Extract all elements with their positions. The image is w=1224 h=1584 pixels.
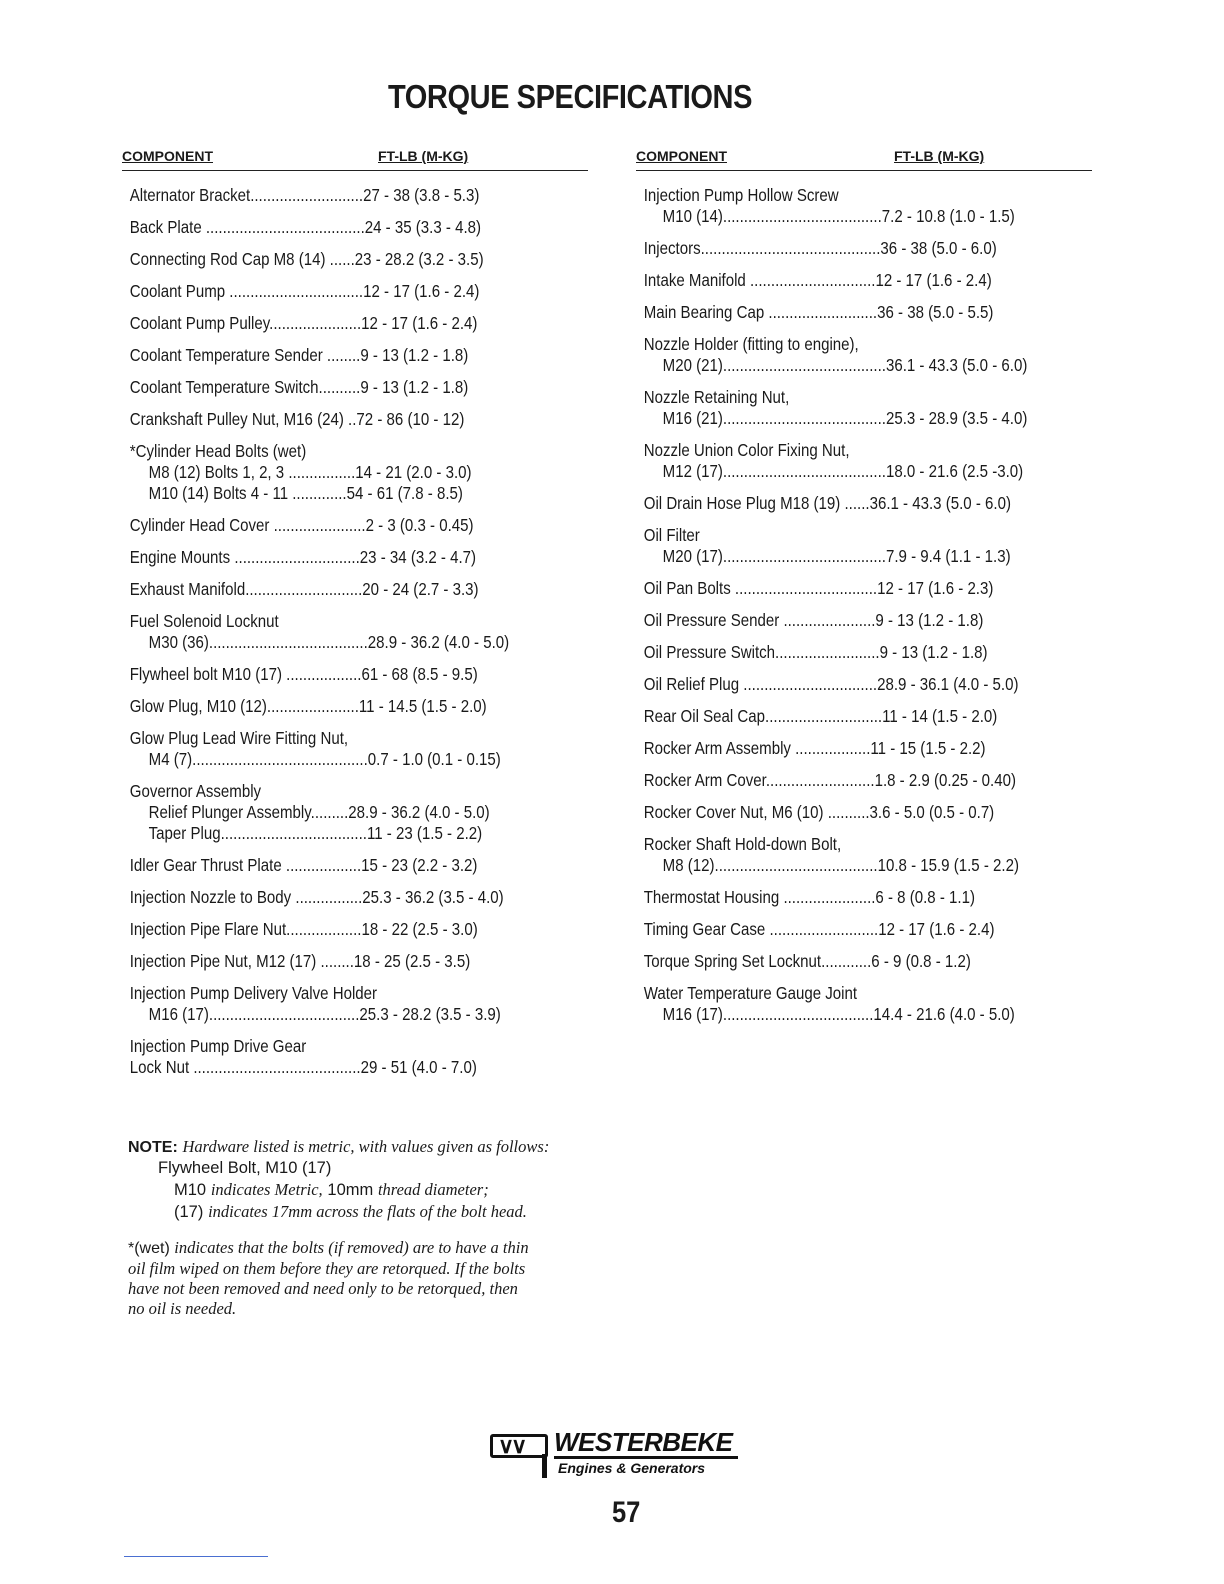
wet-note-line-1: *(wet) indicates that the bolts (if removed) are to have a thin: [128, 1238, 529, 1257]
note-label: NOTE:: [128, 1139, 178, 1156]
torque-value: 9 - 13 (1.2 - 1.8): [360, 345, 469, 365]
spec-line: [644, 355, 1108, 376]
torque-value: 28.9 - 36.2 (4.0 - 5.0): [348, 802, 490, 822]
torque-value: 12 - 17 (1.6 - 2.4): [875, 270, 992, 290]
spec-row: [636, 887, 1108, 908]
component-name: M4 (7): [148, 749, 193, 769]
spec-line: [130, 281, 594, 302]
leader-dots: ..................: [281, 664, 362, 684]
torque-value: 18 - 25 (2.5 - 3.5): [353, 951, 471, 971]
spec-row: [122, 185, 594, 206]
spec-line: [644, 983, 1108, 1004]
component-name: Water Temperature Gauge Joint: [643, 983, 858, 1003]
component-name: Exhaust Manifold: [129, 579, 246, 599]
torque-value: 54 - 61 (7.8 - 8.5): [346, 483, 463, 503]
leader-dots: ..........: [318, 377, 361, 397]
component-header: COMPONENT: [636, 148, 727, 164]
spec-row: [636, 983, 1108, 1025]
leader-dots: ............................: [765, 706, 883, 726]
component-name: Crankshaft Pulley Nut, M16 (24): [129, 409, 344, 429]
spec-line: [644, 919, 1108, 940]
page-number: 57: [612, 1496, 641, 1529]
torque-value: 12 - 17 (1.6 - 2.4): [361, 313, 478, 333]
wet-bolts-note: [128, 1238, 598, 1319]
leader-dots: ......: [325, 249, 355, 269]
torque-value: 14 - 21 (2.0 - 3.0): [355, 462, 472, 482]
spec-line: [130, 951, 594, 972]
leader-dots: ................: [291, 887, 363, 907]
spec-row: [122, 781, 594, 844]
leader-dots: ..........................: [765, 919, 879, 939]
torque-value: 6 - 8 (0.8 - 1.1): [875, 887, 975, 907]
component-name: Main Bearing Cap: [643, 302, 765, 322]
component-name: Injection Pipe Flare Nut: [129, 919, 287, 939]
component-name: Coolant Pump Pulley: [129, 313, 270, 333]
spec-row: [122, 611, 594, 653]
spec-row: [636, 270, 1108, 291]
leader-dots: ........................................: [189, 1057, 361, 1077]
leader-dots: ..................: [286, 919, 362, 939]
leader-dots: ..............................: [745, 270, 876, 290]
leader-dots: ......................................: [722, 206, 882, 226]
component-name: Injection Pump Hollow Screw: [643, 185, 839, 205]
spec-line: [130, 313, 594, 334]
component-name: Alternator Bracket: [129, 185, 251, 205]
component-name: Nozzle Union Color Fixing Nut,: [643, 440, 850, 460]
spec-line: [130, 749, 594, 770]
spec-row: [122, 664, 594, 685]
leader-dots: .......................................: [722, 546, 886, 566]
spec-row: [122, 1036, 594, 1078]
spec-line: [644, 834, 1108, 855]
torque-value: 12 - 17 (1.6 - 2.4): [878, 919, 995, 939]
spec-line: [130, 887, 594, 908]
spec-line: [130, 345, 594, 366]
spec-line: [130, 185, 594, 206]
torque-value: 2 - 3 (0.3 - 0.45): [365, 515, 474, 535]
spec-line: [130, 579, 594, 600]
leader-dots: ..........................................: [192, 749, 368, 769]
torque-value: 11 - 23 (1.5 - 2.2): [366, 823, 483, 843]
note-intro: Hardware listed is metric, with values given as follows:: [182, 1137, 550, 1156]
component-name: Rear Oil Seal Cap: [643, 706, 766, 726]
spec-line: [644, 887, 1108, 908]
spec-line: [644, 334, 1108, 355]
torque-value: 36 - 38 (5.0 - 5.5): [877, 302, 994, 322]
right-spec-rows: [636, 185, 1092, 1025]
spec-row: [122, 855, 594, 876]
torque-value: 29 - 51 (4.0 - 7.0): [360, 1057, 477, 1077]
spec-line: [644, 493, 1108, 514]
torque-value: 23 - 28.2 (3.2 - 3.5): [354, 249, 484, 269]
left-column-header: [122, 148, 588, 171]
torque-value: 23 - 34 (3.2 - 4.7): [359, 547, 477, 567]
spec-row: [122, 515, 594, 536]
spec-row: [122, 728, 594, 770]
leader-dots: ......................................: [208, 632, 368, 652]
spec-line: [644, 440, 1108, 461]
component-name: Oil Pan Bolts: [643, 578, 731, 598]
torque-value: 18 - 22 (2.5 - 3.0): [361, 919, 478, 939]
component-name: M30 (36): [148, 632, 209, 652]
leader-dots: ...........................: [250, 185, 364, 205]
component-name: Relief Plunger Assembly: [148, 802, 311, 822]
spec-row: [122, 377, 594, 398]
spec-line: [644, 546, 1108, 567]
spec-line: [130, 217, 594, 238]
torque-value: 9 - 13 (1.2 - 1.8): [879, 642, 988, 662]
logo-brand: WESTERBEKE: [554, 1428, 738, 1459]
spec-row: [122, 547, 594, 568]
leader-dots: ..................: [790, 738, 871, 758]
torque-value: 7.9 - 9.4 (1.1 - 1.3): [885, 546, 1011, 566]
unit-header: FT-LB (M-KG): [894, 148, 985, 164]
spec-line: [644, 951, 1108, 972]
component-name: Injectors: [643, 238, 701, 258]
spec-row: [122, 579, 594, 600]
spec-line: [130, 696, 594, 717]
spec-line: [130, 1004, 594, 1025]
right-column-header: [636, 148, 1092, 171]
component-name: M12 (17): [662, 461, 723, 481]
spec-line: [130, 611, 594, 632]
spec-line: [644, 206, 1108, 227]
torque-value: 0.7 - 1.0 (0.1 - 0.15): [367, 749, 501, 769]
component-name: M16 (21): [662, 408, 723, 428]
spec-line: [130, 462, 594, 483]
leader-dots: .........: [310, 802, 349, 822]
spec-line: [130, 823, 594, 844]
component-name: Injection Pump Drive Gear: [129, 1036, 307, 1056]
spec-row: [636, 493, 1108, 514]
right-spec-column: [636, 148, 1092, 1036]
component-name: Coolant Temperature Switch: [129, 377, 319, 397]
logo-w-mark-icon: ∨∨: [498, 1433, 525, 1458]
left-spec-column: [122, 148, 588, 1089]
component-name: Governor Assembly: [129, 781, 262, 801]
spec-line: [644, 302, 1108, 323]
spec-line: [130, 802, 594, 823]
component-name: M10 (14): [662, 206, 723, 226]
spec-row: [122, 249, 594, 270]
torque-value: 18.0 - 21.6 (2.5 -3.0): [885, 461, 1024, 481]
component-header: COMPONENT: [122, 148, 213, 164]
component-name: Cylinder Head Cover: [129, 515, 270, 535]
component-name: Oil Drain Hose Plug M18 (19): [643, 493, 841, 513]
torque-value: 61 - 68 (8.5 - 9.5): [361, 664, 478, 684]
spec-line: [644, 610, 1108, 631]
torque-value: 36.1 - 43.3 (5.0 - 6.0): [885, 355, 1028, 375]
note-example: Flywheel Bolt, M10 (17): [158, 1159, 332, 1177]
metric-note: [128, 1136, 608, 1223]
spec-line: [130, 515, 594, 536]
component-name: Oil Filter: [643, 525, 700, 545]
wet-note-line-3: have not been removed and need only to be retorqued, then: [128, 1279, 518, 1298]
westerbeke-logo: [490, 1426, 760, 1482]
spec-line: [644, 387, 1108, 408]
torque-value: 36 - 38 (5.0 - 6.0): [880, 238, 997, 258]
component-name: Intake Manifold: [643, 270, 746, 290]
spec-line: [644, 461, 1108, 482]
component-name: Rocker Shaft Hold-down Bolt,: [643, 834, 842, 854]
leader-dots: ............................: [245, 579, 363, 599]
leader-dots: ........: [322, 345, 361, 365]
component-name: Nozzle Retaining Nut,: [643, 387, 790, 407]
spec-line: [130, 377, 594, 398]
spec-line: [130, 919, 594, 940]
note-line-2: (17) indicates 17mm across the flats of the bolt head.: [174, 1202, 527, 1221]
logo-tagline: Engines & Generators: [558, 1460, 706, 1476]
spec-line: [130, 728, 594, 749]
leader-dots: ..........................: [765, 770, 875, 790]
spec-line: [644, 238, 1108, 259]
torque-value: 25.3 - 28.9 (3.5 - 4.0): [885, 408, 1028, 428]
leader-dots: ......: [840, 493, 870, 513]
torque-value: 20 - 24 (2.7 - 3.3): [362, 579, 479, 599]
component-name: Rocker Cover Nut, M6 (10): [643, 802, 824, 822]
leader-dots: ......................: [266, 696, 359, 716]
wet-note-line-2: oil film wiped on them before they are retorqued. If the bolts: [128, 1259, 526, 1278]
spec-line: [130, 632, 594, 653]
component-name: Engine Mounts: [129, 547, 231, 567]
leader-dots: ..................: [281, 855, 362, 875]
spec-row: [636, 674, 1108, 695]
spec-row: [122, 217, 594, 238]
spec-line: [644, 802, 1108, 823]
spec-row: [122, 281, 594, 302]
leader-dots: ............: [821, 951, 872, 971]
component-name: Injection Pump Delivery Valve Holder: [129, 983, 378, 1003]
component-name: M8 (12) Bolts 1, 2, 3: [148, 462, 285, 482]
torque-value: 72 - 86 (10 - 12): [356, 409, 465, 429]
spec-line: [130, 483, 594, 504]
leader-dots: .............: [288, 483, 347, 503]
spec-row: [122, 983, 594, 1025]
leader-dots: ................................: [739, 674, 878, 694]
torque-value: 11 - 15 (1.5 - 2.2): [870, 738, 986, 758]
component-name: Connecting Rod Cap M8 (14): [129, 249, 326, 269]
torque-value: 27 - 38 (3.8 - 5.3): [363, 185, 480, 205]
component-name: Fuel Solenoid Locknut: [129, 611, 279, 631]
spec-row: [122, 409, 594, 430]
page-title: TORQUE SPECIFICATIONS: [387, 78, 753, 115]
spec-line: [644, 706, 1108, 727]
component-name: Torque Spring Set Locknut: [643, 951, 822, 971]
torque-value: 12 - 17 (1.6 - 2.3): [877, 578, 994, 598]
leader-dots: ...................................: [220, 823, 367, 843]
component-name: M8 (12): [662, 855, 715, 875]
wet-note-line-4: no oil is needed.: [128, 1299, 237, 1318]
component-name: Glow Plug, M10 (12): [129, 696, 267, 716]
component-name: *Cylinder Head Bolts (wet): [129, 441, 307, 461]
torque-value: 25.3 - 36.2 (3.5 - 4.0): [362, 887, 504, 907]
leader-dots: ......................: [779, 887, 876, 907]
spec-row: [636, 610, 1108, 631]
spec-row: [636, 387, 1108, 429]
torque-value: 1.8 - 2.9 (0.25 - 0.40): [874, 770, 1016, 790]
component-name: M16 (17): [662, 1004, 723, 1024]
torque-value: 11 - 14 (1.5 - 2.0): [882, 706, 998, 726]
spec-line: [130, 781, 594, 802]
spec-row: [122, 696, 594, 717]
component-name: M20 (17): [662, 546, 723, 566]
torque-value: 3.6 - 5.0 (0.5 - 0.7): [869, 802, 995, 822]
spec-line: [130, 441, 594, 462]
component-name: Timing Gear Case: [643, 919, 766, 939]
spec-line: [644, 578, 1108, 599]
component-name: Injection Nozzle to Body: [129, 887, 292, 907]
spec-row: [122, 441, 594, 504]
leader-dots: ..............................: [230, 547, 360, 567]
spec-row: [636, 919, 1108, 940]
leader-dots: ................: [284, 462, 356, 482]
spec-row: [122, 919, 594, 940]
component-name: Coolant Pump: [129, 281, 226, 301]
component-name: Rocker Arm Assembly: [643, 738, 791, 758]
torque-value: 25.3 - 28.2 (3.5 - 3.9): [359, 1004, 501, 1024]
component-name: Oil Relief Plug: [643, 674, 740, 694]
leader-dots: .......................................: [722, 355, 886, 375]
spec-line: [644, 1004, 1108, 1025]
component-name: M10 (14) Bolts 4 - 11: [148, 483, 289, 503]
spec-line: [130, 664, 594, 685]
component-name: Back Plate: [129, 217, 202, 237]
component-name: Taper Plug: [148, 823, 221, 843]
component-name: M20 (21): [662, 355, 723, 375]
component-name: Coolant Temperature Sender: [129, 345, 323, 365]
leader-dots: ..................................: [730, 578, 878, 598]
spec-line: [644, 855, 1108, 876]
torque-value: 36.1 - 43.3 (5.0 - 6.0): [869, 493, 1011, 513]
spec-line: [130, 1036, 594, 1057]
spec-row: [636, 951, 1108, 972]
unit-header: FT-LB (M-KG): [378, 148, 469, 164]
component-name: Lock Nut: [129, 1057, 190, 1077]
spec-line: [644, 525, 1108, 546]
component-name: Idler Gear Thrust Plate: [129, 855, 282, 875]
note-line-1: M10 indicates Metric, 10mm thread diameter;: [174, 1180, 489, 1199]
leader-dots: ......................: [779, 610, 876, 630]
leader-dots: ......................: [269, 515, 366, 535]
spec-row: [636, 185, 1108, 227]
left-spec-rows: [122, 185, 588, 1078]
spec-line: [644, 674, 1108, 695]
torque-value: 7.2 - 10.8 (1.0 - 1.5): [881, 206, 1015, 226]
torque-value: 24 - 35 (3.3 - 4.8): [364, 217, 482, 237]
leader-dots: ..........................: [764, 302, 878, 322]
spec-row: [636, 440, 1108, 482]
spec-row: [636, 238, 1108, 259]
leader-dots: ....................................: [722, 1004, 874, 1024]
leader-dots: ................................: [225, 281, 364, 301]
spec-line: [644, 738, 1108, 759]
spec-line: [130, 983, 594, 1004]
torque-value: 15 - 23 (2.2 - 3.2): [361, 855, 478, 875]
spec-line: [130, 547, 594, 568]
spec-row: [636, 738, 1108, 759]
torque-value: 28.9 - 36.2 (4.0 - 5.0): [367, 632, 510, 652]
spec-row: [122, 345, 594, 366]
torque-value: 14.4 - 21.6 (4.0 - 5.0): [873, 1004, 1015, 1024]
spec-row: [122, 313, 594, 334]
spec-row: [636, 834, 1108, 876]
spec-row: [636, 525, 1108, 567]
torque-value: 9 - 13 (1.2 - 1.8): [360, 377, 469, 397]
leader-dots: ......................: [269, 313, 362, 333]
component-name: Oil Pressure Switch: [643, 642, 776, 662]
torque-value: 28.9 - 36.1 (4.0 - 5.0): [877, 674, 1019, 694]
spec-row: [122, 887, 594, 908]
leader-dots: .......................................: [722, 461, 886, 481]
component-name: Flywheel bolt M10 (17): [129, 664, 282, 684]
spec-row: [636, 642, 1108, 663]
spec-line: [644, 408, 1108, 429]
spec-line: [644, 770, 1108, 791]
spec-row: [636, 334, 1108, 376]
component-name: Injection Pipe Nut, M12 (17): [129, 951, 317, 971]
spec-row: [636, 802, 1108, 823]
leader-dots: .......................................: [722, 408, 886, 428]
component-name: Oil Pressure Sender: [643, 610, 780, 630]
leader-dots: ..........: [823, 802, 870, 822]
component-name: Nozzle Holder (fitting to engine),: [643, 334, 859, 354]
spec-line: [130, 1057, 594, 1078]
torque-value: 11 - 14.5 (1.5 - 2.0): [358, 696, 487, 716]
spec-row: [636, 770, 1108, 791]
component-name: Glow Plug Lead Wire Fitting Nut,: [129, 728, 349, 748]
spec-line: [130, 409, 594, 430]
spec-line: [644, 185, 1108, 206]
spec-line: [644, 642, 1108, 663]
torque-value: 10.8 - 15.9 (1.5 - 2.2): [877, 855, 1019, 875]
leader-dots: ...........................................: [700, 238, 881, 258]
spec-line: [644, 270, 1108, 291]
leader-dots: .........................: [775, 642, 880, 662]
spec-row: [636, 302, 1108, 323]
component-name: Thermostat Housing: [643, 887, 780, 907]
leader-dots: ........: [316, 951, 354, 971]
leader-dots: ......................................: [201, 217, 365, 237]
leader-dots: .......................................: [714, 855, 878, 875]
logo-stem-icon: [542, 1454, 547, 1478]
leader-dots: ..: [343, 409, 357, 429]
spec-row: [122, 951, 594, 972]
spec-line: [130, 249, 594, 270]
footer-rule: [124, 1556, 268, 1557]
leader-dots: ....................................: [208, 1004, 360, 1024]
spec-row: [636, 578, 1108, 599]
component-name: M16 (17): [148, 1004, 209, 1024]
spec-line: [130, 855, 594, 876]
torque-value: 6 - 9 (0.8 - 1.2): [871, 951, 971, 971]
spec-row: [636, 706, 1108, 727]
component-name: Rocker Arm Cover: [643, 770, 766, 790]
note-intro-line: [128, 1136, 608, 1158]
torque-value: 9 - 13 (1.2 - 1.8): [875, 610, 984, 630]
torque-value: 12 - 17 (1.6 - 2.4): [363, 281, 480, 301]
